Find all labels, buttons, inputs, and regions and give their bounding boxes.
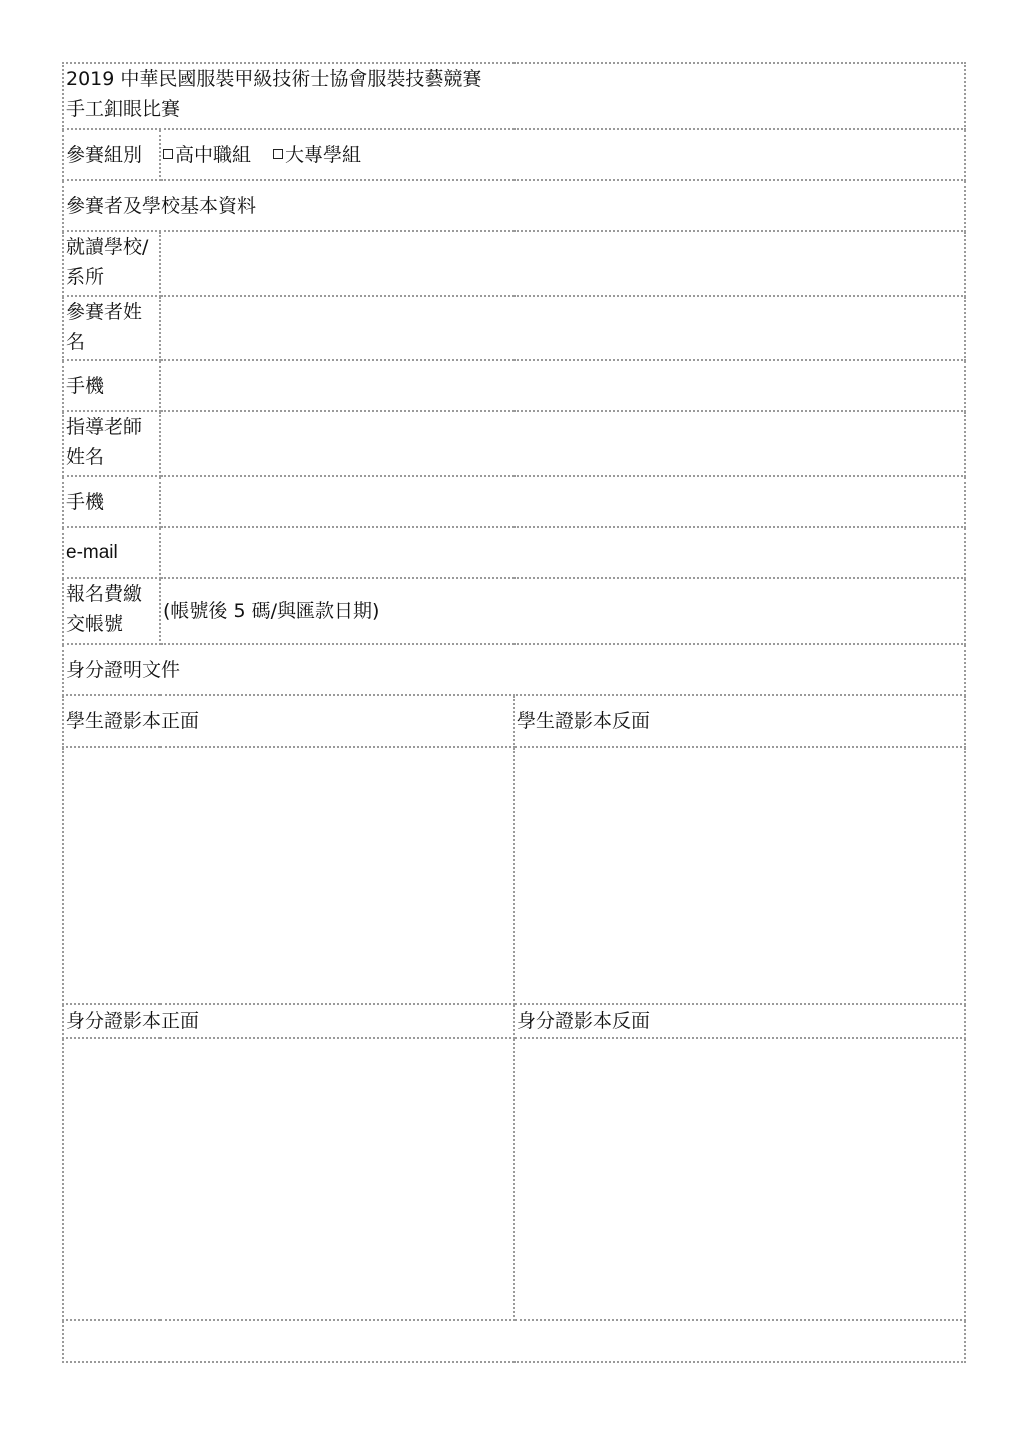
student-card-back-label: 學生證影本反面 <box>514 695 965 747</box>
group-row <box>63 129 965 180</box>
id-card-back-label: 身分證影本反面 <box>514 1004 965 1038</box>
section-basic-heading: 參賽者及學校基本資料 <box>63 180 965 231</box>
mobile-row <box>63 360 965 411</box>
participant-name-input[interactable] <box>160 296 965 360</box>
form-title-line2: 手工釦眼比賽 <box>66 98 181 120</box>
id-card-front-label: 身分證影本正面 <box>63 1004 514 1038</box>
participant-name-row <box>63 296 965 360</box>
group-option-college[interactable] <box>273 144 361 166</box>
registration-form-table <box>62 62 966 1363</box>
email-input[interactable] <box>160 527 965 578</box>
student-card-upload-row <box>63 747 965 1004</box>
participant-name-label-line2: 名 <box>66 331 86 353</box>
school-label <box>63 231 160 296</box>
teacher-name-input[interactable] <box>160 411 965 476</box>
checkbox-college[interactable] <box>273 149 283 159</box>
fee-row <box>63 578 965 644</box>
participant-name-label <box>63 296 160 360</box>
title-row <box>63 63 965 129</box>
teacher-name-label-line2: 姓名 <box>66 446 105 468</box>
mobile-label: 手機 <box>63 360 160 411</box>
fee-label-line1: 報名費繳 <box>66 583 143 605</box>
group-label: 參賽組別 <box>63 129 160 180</box>
school-label-line1: 就讀學校/ <box>66 236 149 258</box>
id-card-label-row <box>63 1004 965 1038</box>
mobile-input[interactable] <box>160 360 965 411</box>
student-card-front-label: 學生證影本正面 <box>63 695 514 747</box>
group-option-college-label: 大專學組 <box>285 143 362 166</box>
school-label-line2: 系所 <box>66 266 105 288</box>
group-option-highschool-label: 高中職組 <box>175 143 252 166</box>
teacher-mobile-row <box>63 476 965 527</box>
school-input[interactable] <box>160 231 965 296</box>
id-card-upload-row <box>63 1038 965 1320</box>
teacher-mobile-input[interactable] <box>160 476 965 527</box>
teacher-name-row <box>63 411 965 476</box>
section-id-heading: 身分證明文件 <box>63 644 965 695</box>
teacher-name-label-line1: 指導老師 <box>66 416 143 438</box>
id-section-row <box>63 644 965 695</box>
fee-label <box>63 578 160 644</box>
fee-label-line2: 交帳號 <box>66 613 124 635</box>
school-row <box>63 231 965 296</box>
participant-name-label-line1: 參賽者姓 <box>66 301 143 323</box>
student-card-label-row <box>63 695 965 747</box>
fee-input[interactable]: (帳號後 5 碼/與匯款日期) <box>160 578 965 644</box>
email-row <box>63 527 965 578</box>
bottom-blank-cell[interactable] <box>63 1320 965 1362</box>
teacher-mobile-label: 手機 <box>63 476 160 527</box>
id-card-back-upload[interactable] <box>514 1038 965 1320</box>
bottom-blank-row <box>63 1320 965 1362</box>
group-options <box>160 129 965 180</box>
teacher-name-label <box>63 411 160 476</box>
group-option-highschool[interactable] <box>163 144 251 166</box>
student-card-front-upload[interactable] <box>63 747 514 1004</box>
basic-section-row <box>63 180 965 231</box>
student-card-back-upload[interactable] <box>514 747 965 1004</box>
form-title-line1: 2019 中華民國服裝甲級技術士協會服裝技藝競賽 <box>66 68 482 90</box>
email-label: e-mail <box>63 527 160 578</box>
checkbox-highschool[interactable] <box>163 149 173 159</box>
id-card-front-upload[interactable] <box>63 1038 514 1320</box>
form-title <box>63 63 965 129</box>
